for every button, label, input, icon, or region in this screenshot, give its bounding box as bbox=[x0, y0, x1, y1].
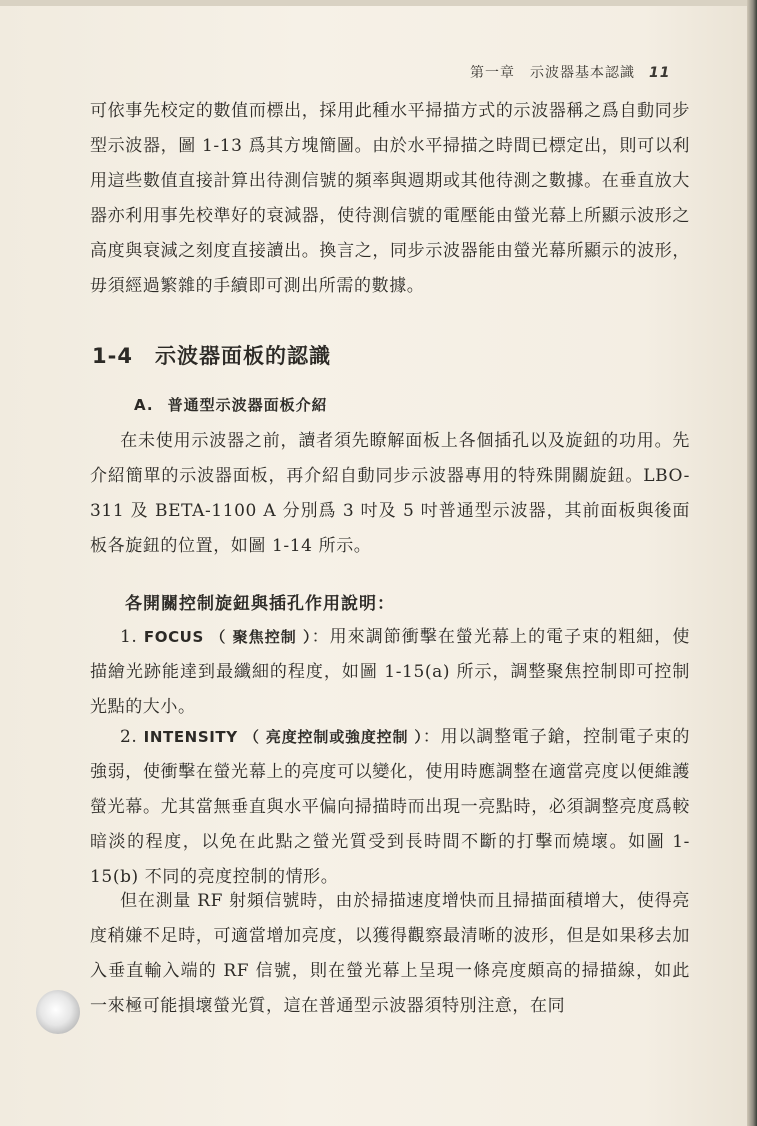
page-number: 11 bbox=[649, 65, 671, 81]
section-title: 示波器面板的認識 bbox=[154, 344, 331, 368]
item-label: FOCUS bbox=[143, 628, 204, 646]
page-top-edge bbox=[0, 0, 757, 6]
running-header bbox=[470, 62, 710, 82]
closing-paragraph: 但在測量 RF 射頻信號時，由於掃描速度增快而且掃描面積增大，使得亮度稍嫌不足時，可適當增加亮度，以獲得觀察最清晰的波形，但是如果移去加入垂直輸入端的 RF 信號，則在螢光幕上呈現一條亮度頗高的掃描線，如此一來極可能損壞螢光質，這在普通型示波器須特別注意，在同 bbox=[90, 891, 690, 1016]
subsection-heading bbox=[134, 394, 328, 415]
binding-hole bbox=[36, 990, 80, 1034]
subsection-title: 普通型示波器面板介紹 bbox=[167, 396, 328, 414]
item-text: ：用來調節衝擊在螢光幕上的電子束的粗細，使描繪光跡能達到最纖細的程度，如圖 1-15(a) 所示，調整聚焦控制即可控制光點的大小。 bbox=[90, 627, 690, 717]
section-number: 1-4 bbox=[92, 344, 133, 368]
item-number: 1. bbox=[120, 627, 138, 647]
item-intensity bbox=[90, 720, 690, 895]
item-focus bbox=[90, 620, 690, 725]
item-text: ：用以調整電子鎗，控制電子束的強弱，使衝擊在螢光幕上的亮度可以變化，使用時應調整在適當亮度以便維護螢光幕。尤其當無垂直與水平偏向掃描時而出現一亮點時，必須調整亮度爲較暗淡的程度，以免在此點之螢光質受到長時間不斷的打擊而燒壞。如圖 1-15(b) 不同的亮度控制的情形。 bbox=[90, 727, 691, 887]
item-number: 2. bbox=[120, 727, 138, 747]
book-spine bbox=[747, 0, 757, 1126]
controls-heading: 各開關控制旋鈕與插孔作用說明： bbox=[125, 594, 395, 614]
section-heading bbox=[92, 340, 331, 370]
item-label: INTENSITY bbox=[143, 728, 238, 746]
chapter-title: 第一章 示波器基本認識 bbox=[470, 65, 635, 81]
item-label-cn: （ 聚焦控制 ） bbox=[210, 628, 312, 646]
subsection-number: A. bbox=[134, 396, 154, 414]
item-label-cn: （ 亮度控制或強度控制 ） bbox=[243, 728, 423, 746]
intro-paragraph: 可依事先校定的數值而標出，採用此種水平掃描方式的示波器稱之爲自動同步型示波器，圖 1-13 爲其方塊簡圖。由於水平掃描之時間已標定出，則可以利用這些數值直接計算出待測信號的頻率與週期或其他待測之數據。在垂直放大器亦利用事先校準好的衰減器，使待測信號的電壓能由螢光幕上所顯示波形之高度與衰減之刻度直接讀出。換言之，同步示波器能由螢光幕所顯示的波形，毋須經過繁雜的手續即可測出所需的數據。 bbox=[90, 101, 690, 296]
panel-intro-paragraph: 在未使用示波器之前，讀者須先瞭解面板上各個插孔以及旋鈕的功用。先介紹簡單的示波器面板，再介紹自動同步示波器專用的特殊開關旋鈕。LBO-311 及 BETA-1100 A 分別爲 3 吋及 5 吋普通型示波器，其前面板與後面板各旋鈕的位置，如圖 1-14 所示。 bbox=[90, 431, 690, 556]
